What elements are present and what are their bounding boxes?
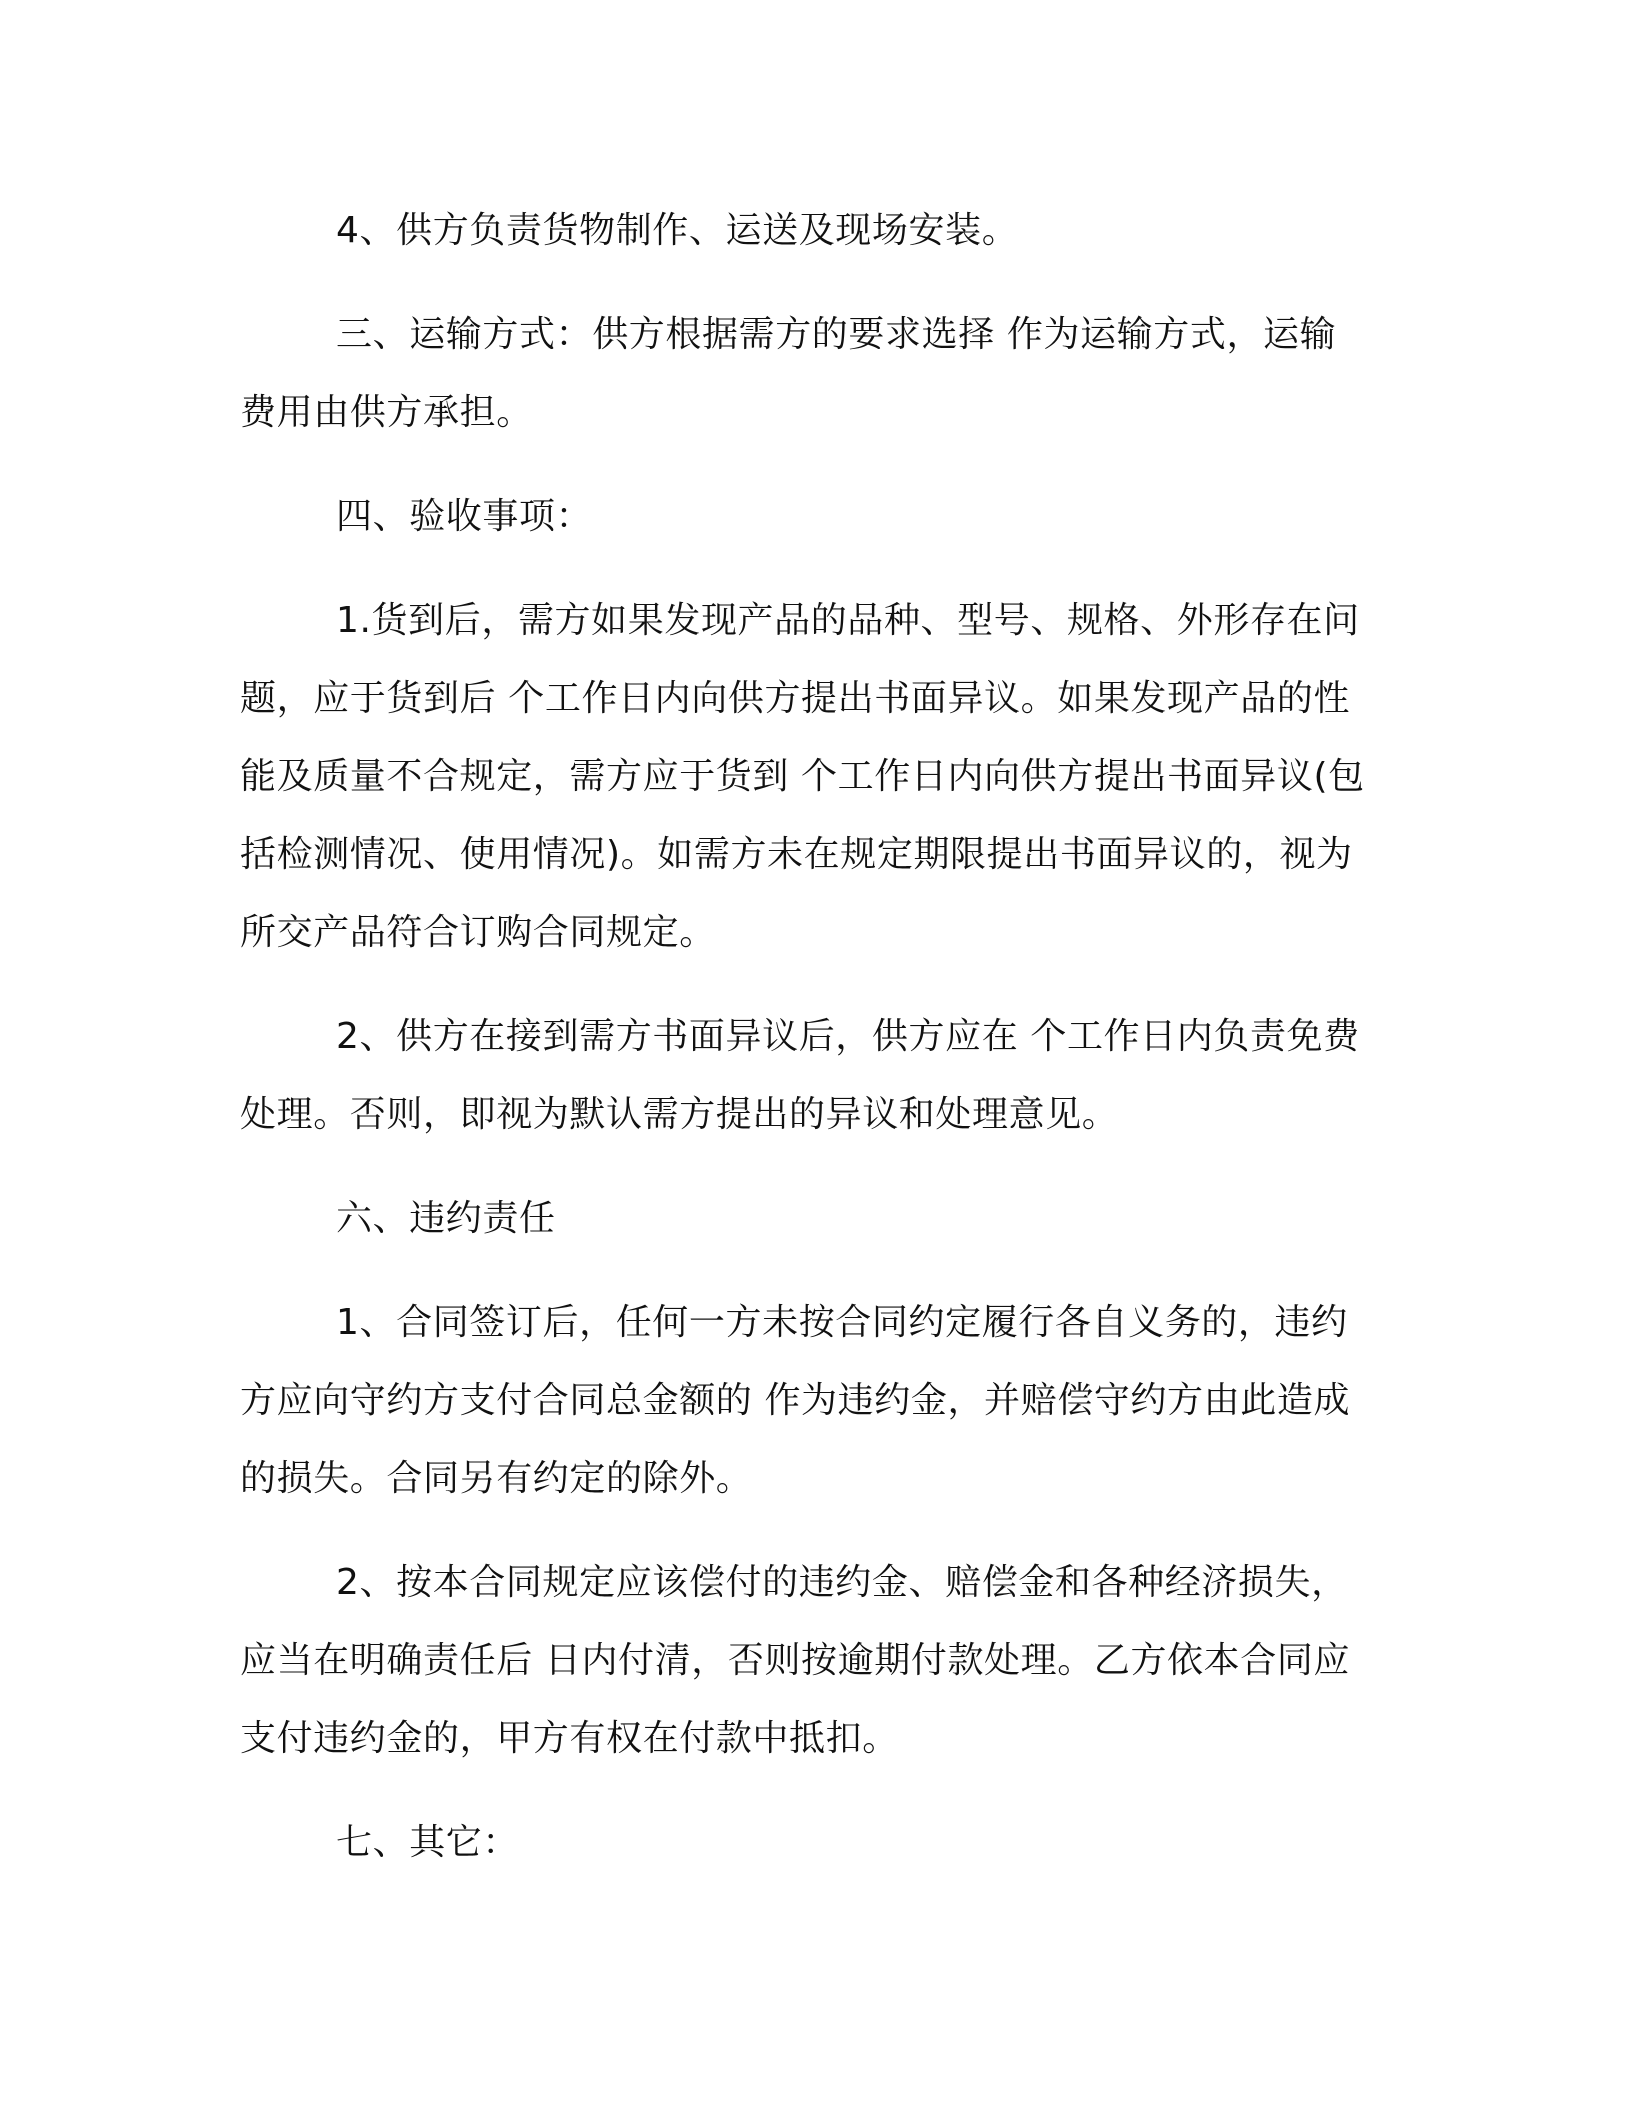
section-heading-acceptance: 四、验收事项： bbox=[336, 496, 593, 537]
paragraph-spacer bbox=[240, 270, 1370, 296]
paragraph-acceptance-2: 2、供方在接到需方书面异议后，供方应在 个工作日内负责免费处理。否则，即视为默认需方提出的异议和处理意见。 bbox=[240, 1016, 1360, 1135]
paragraph-spacer bbox=[240, 972, 1370, 998]
paragraph-spacer bbox=[240, 1258, 1370, 1284]
paragraph-supply-installation: 4、供方负责货物制作、运送及现场安装。 bbox=[336, 210, 1019, 251]
paragraph-acceptance-1: 1.货到后，需方如果发现产品的品种、型号、规格、外形存在问题，应于货到后 个工作日内向供方提出书面异议。如果发现产品的性能及质量不合规定，需方应于货到 个工作日内向供方提出书面异议(包括检测情况、使用情况)。如需方未在规定期限提出书面异议的，视为所交产品符合订购合同规定。 bbox=[240, 600, 1365, 953]
paragraph-transport-method: 三、运输方式：供方根据需方的要求选择 作为运输方式，运输费用由供方承担。 bbox=[240, 314, 1337, 433]
section-heading-liability: 六、违约责任 bbox=[336, 1198, 556, 1239]
paragraph-liability-1: 1、合同签订后，任何一方未按合同约定履行各自义务的，违约方应向守约方支付合同总金额的 作为违约金，并赔偿守约方由此造成的损失。合同另有约定的除外。 bbox=[240, 1302, 1351, 1499]
section-heading-other: 七、其它： bbox=[336, 1822, 520, 1863]
paragraph-liability-2: 2、按本合同规定应该偿付的违约金、赔偿金和各种经济损失，应当在明确责任后 日内付清，否则按逾期付款处理。乙方依本合同应支付违约金的，甲方有权在付款中抵扣。 bbox=[240, 1562, 1351, 1759]
paragraph-spacer bbox=[240, 452, 1370, 478]
paragraph-spacer bbox=[240, 556, 1370, 582]
paragraph-spacer bbox=[240, 1778, 1370, 1804]
paragraph-spacer bbox=[240, 1154, 1370, 1180]
paragraph-spacer bbox=[240, 1518, 1370, 1544]
